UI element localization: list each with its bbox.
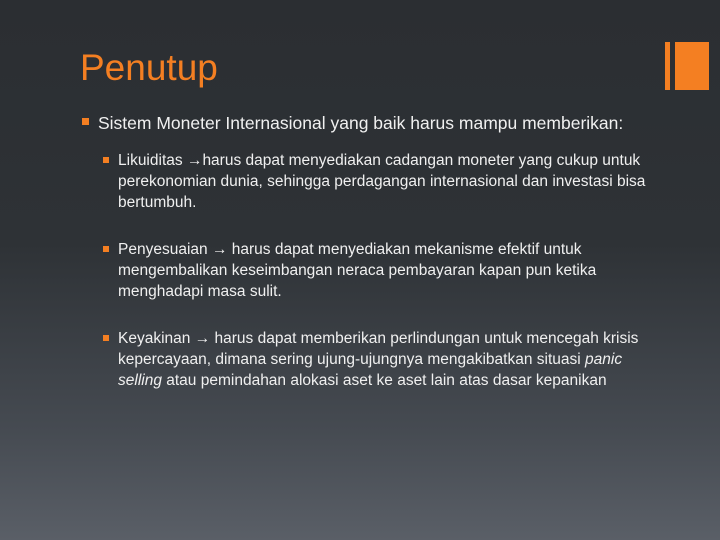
item-term: Penyesuaian xyxy=(118,240,212,258)
item-text-before: harus dapat memberikan perlindungan untuk mencegah krisis kepercayaan, dimana sering ujung-ujungnya mengakibatkan situasi xyxy=(118,329,639,368)
square-bullet-icon xyxy=(103,157,109,163)
main-point-text: Sistem Moneter Internasional yang baik harus mampu memberikan: xyxy=(98,113,624,133)
item-text: harus dapat menyediakan mekanisme efektif untuk mengembalikan keseimbangan neraca pembayaran kapan pun ketika menghadapi masa sulit. xyxy=(118,240,597,300)
item-text-emphasis: panic selling xyxy=(118,350,623,389)
arrow-right-icon: → xyxy=(211,240,228,258)
item-text-after: atau pemindahan alokasi aset ke aset lain atas dasar kepanikan xyxy=(161,371,607,389)
arrow-right-icon: → xyxy=(194,329,211,347)
square-bullet-icon xyxy=(82,118,89,125)
item-term: Likuiditas xyxy=(118,151,187,169)
slide-title: Penutup xyxy=(80,47,218,88)
arrow-right-icon: → xyxy=(186,151,203,169)
list-item-keyakinan xyxy=(100,328,658,391)
accent-bar-decoration xyxy=(665,42,670,90)
square-bullet-icon xyxy=(103,335,109,341)
square-bullet-icon xyxy=(103,246,109,252)
accent-block-decoration xyxy=(675,42,709,90)
list-item-penyesuaian xyxy=(100,239,658,302)
main-point xyxy=(80,112,660,134)
item-text: harus dapat menyediakan cadangan moneter yang cukup untuk perekonomian dunia, sehingga perdagangan internasional dan investasi bisa bertumbuh. xyxy=(118,151,646,211)
slide-body xyxy=(80,112,660,417)
item-term: Keyakinan xyxy=(118,329,195,347)
list-item-likuiditas xyxy=(100,150,658,213)
